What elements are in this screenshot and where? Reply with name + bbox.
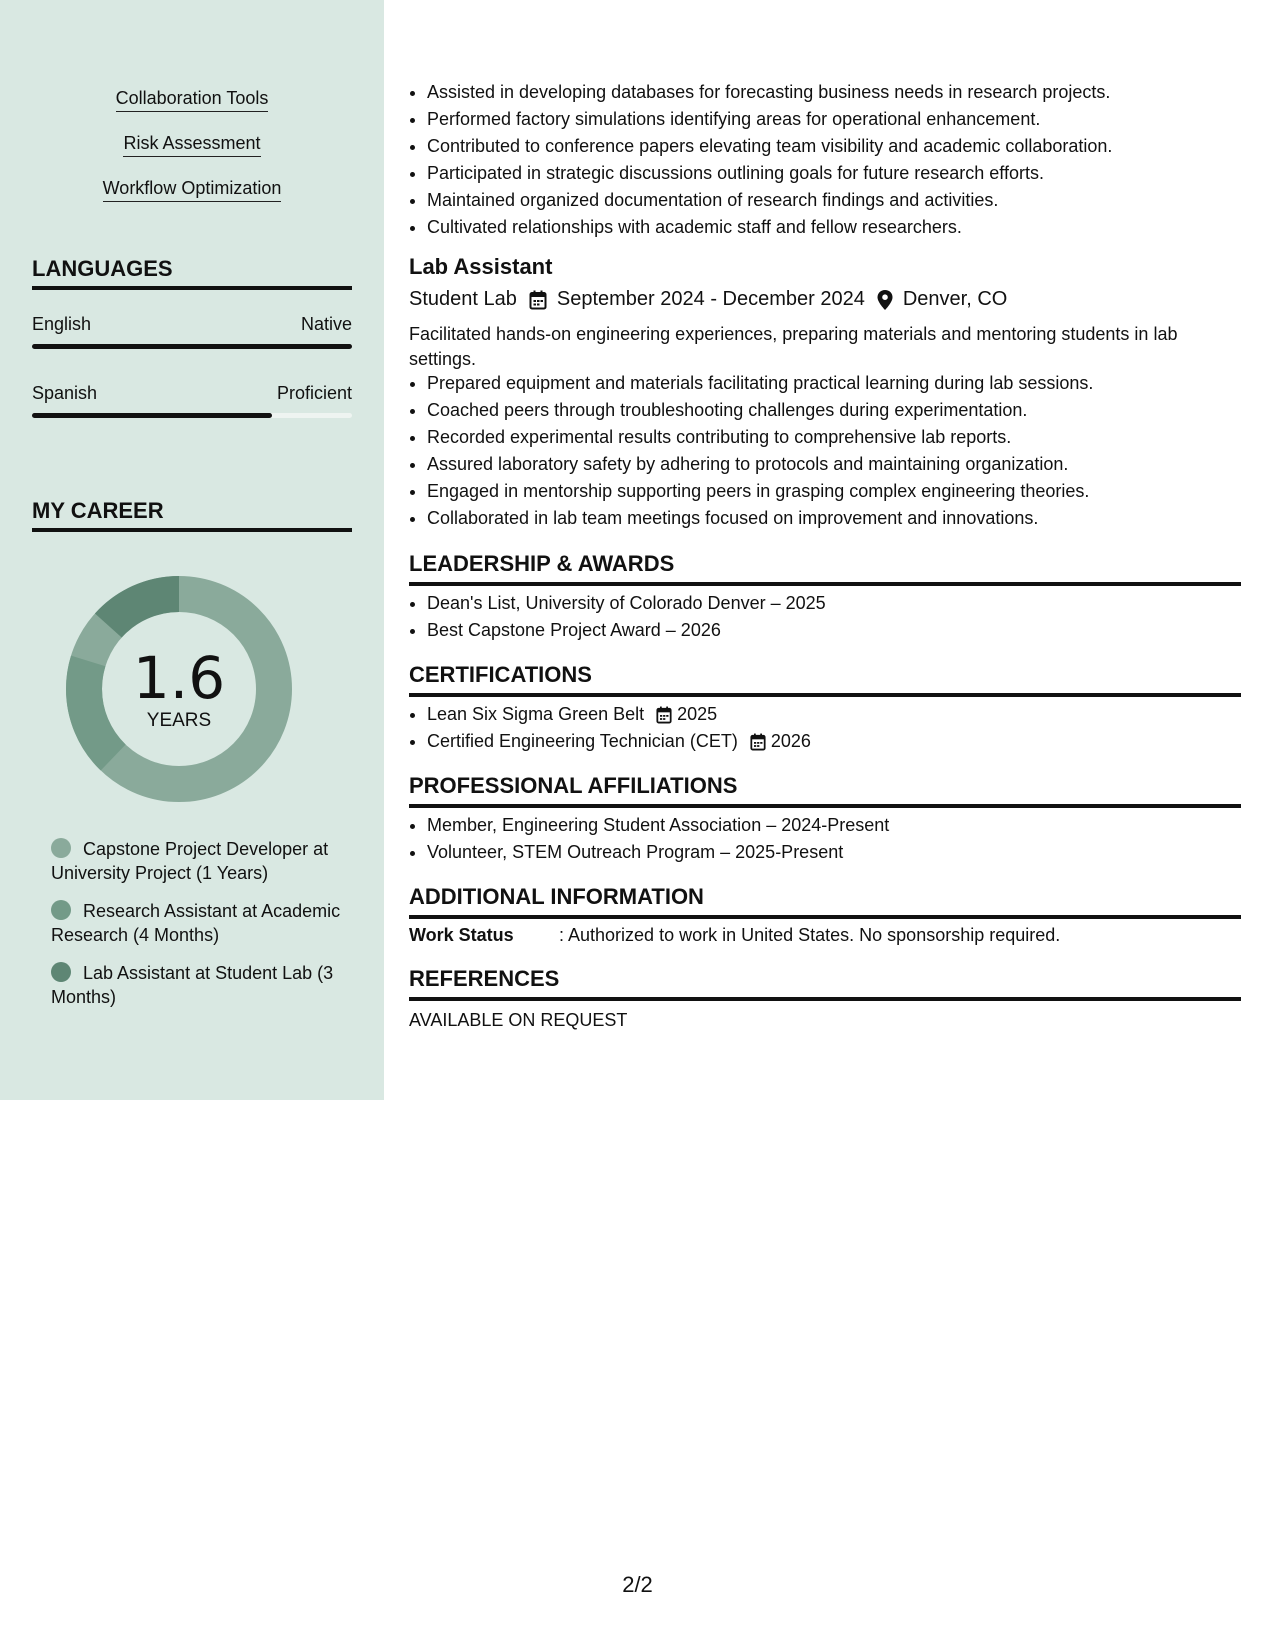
job-description: Facilitated hands-on engineering experiences, preparing materials and mentoring students in lab settings. <box>409 324 1178 369</box>
previous-job-bullets <box>427 79 1112 241</box>
list-item: • Engaged in mentorship supporting peers in grasping complex engineering theories. <box>427 478 1093 505</box>
additional-info-heading: ADDITIONAL INFORMATION <box>409 884 1241 919</box>
skill-item[interactable]: Workflow Optimization <box>0 178 384 199</box>
list-item: • Volunteer, STEM Outreach Program – 2025-Present <box>427 839 889 866</box>
legend-dot <box>51 900 71 920</box>
list-item: • Coached peers through troubleshooting challenges during experimentation. <box>427 397 1093 424</box>
job-bullets <box>427 370 1093 532</box>
language-level: Proficient <box>276 383 352 403</box>
career-legend-item: Capstone Project Developer at University Project (1 Years) <box>51 839 329 883</box>
list-item: • Collaborated in lab team meetings focused on improvement and innovations. <box>427 505 1093 532</box>
language-row-spanish <box>32 383 352 404</box>
list-item: • Performed factory simulations identifying areas for operational enhancement. <box>427 106 1112 133</box>
page-number: 2/2 <box>622 1572 653 1597</box>
job-title: Lab Assistant <box>409 254 553 279</box>
calendar-icon <box>750 733 766 751</box>
affiliations-heading: PROFESSIONAL AFFILIATIONS <box>409 773 1241 808</box>
job-employer: Student Lab <box>409 288 517 310</box>
list-item: • Cultivated relationships with academic staff and fellow researchers. <box>427 214 1112 241</box>
legend-dot <box>51 838 71 858</box>
career-legend-item: Lab Assistant at Student Lab (3 Months) <box>51 963 334 1007</box>
job-location: Denver, CO <box>902 288 1008 310</box>
cert-year: 2026 <box>770 731 811 751</box>
references-text: AVAILABLE ON REQUEST <box>409 1010 628 1030</box>
language-bar-english <box>32 344 352 349</box>
list-item: • Assisted in developing databases for forecasting business needs in research projects. <box>427 79 1112 106</box>
career-heading: MY CAREER <box>32 498 352 532</box>
legend-dot <box>51 962 71 982</box>
work-status-row <box>409 925 1060 946</box>
list-item: • Contributed to conference papers elevating team visibility and academic collaboration. <box>427 133 1112 160</box>
location-pin-icon <box>877 290 893 310</box>
list-item <box>427 728 811 755</box>
list-item: • Dean's List, University of Colorado Denver – 2025 <box>427 590 826 617</box>
career-legend-item: Research Assistant at Academic Research (4 Months) <box>51 901 341 945</box>
cert-name: • Lean Six Sigma Green Belt <box>427 704 645 724</box>
work-status-value: : Authorized to work in United States. No sponsorship required. <box>559 925 1061 945</box>
list-item: • Recorded experimental results contributing to comprehensive lab reports. <box>427 424 1093 451</box>
leadership-heading: LEADERSHIP & AWARDS <box>409 551 1241 586</box>
language-bar-fill <box>32 413 272 418</box>
calendar-icon <box>529 290 547 310</box>
list-item: • Prepared equipment and materials facilitating practical learning during lab sessions. <box>427 370 1093 397</box>
job-dates: September 2024 - December 2024 <box>556 288 865 310</box>
language-bar-fill <box>32 344 352 349</box>
calendar-icon <box>656 706 672 724</box>
affiliations-list <box>427 812 889 866</box>
list-item: • Participated in strategic discussions outlining goals for future research efforts. <box>427 160 1112 187</box>
list-item: • Assured laboratory safety by adhering to protocols and maintaining organization. <box>427 451 1093 478</box>
language-row-english <box>32 314 352 335</box>
language-level: Native <box>300 314 352 334</box>
list-item: • Member, Engineering Student Association – 2024-Present <box>427 812 889 839</box>
work-status-label: Work Status <box>409 925 514 945</box>
certifications-heading: CERTIFICATIONS <box>409 662 1241 697</box>
career-total-unit: YEARS <box>146 710 212 731</box>
certifications-list <box>427 701 811 755</box>
language-name: English <box>32 314 92 334</box>
leadership-list <box>427 590 826 644</box>
cert-name: • Certified Engineering Technician (CET) <box>427 731 738 751</box>
list-item <box>427 701 811 728</box>
sidebar <box>0 0 384 1100</box>
skill-item[interactable]: Collaboration Tools <box>0 88 384 109</box>
skill-item[interactable]: Risk Assessment <box>0 133 384 154</box>
list-item: • Maintained organized documentation of research findings and activities. <box>427 187 1112 214</box>
list-item: • Best Capstone Project Award – 2026 <box>427 617 826 644</box>
cert-year: 2025 <box>677 704 718 724</box>
career-total-value: 1.6 <box>132 644 226 712</box>
references-heading: REFERENCES <box>409 966 1241 1001</box>
language-name: Spanish <box>32 383 98 403</box>
languages-heading: LANGUAGES <box>32 256 352 290</box>
job-meta <box>409 288 1007 311</box>
language-bar-spanish <box>32 413 352 418</box>
